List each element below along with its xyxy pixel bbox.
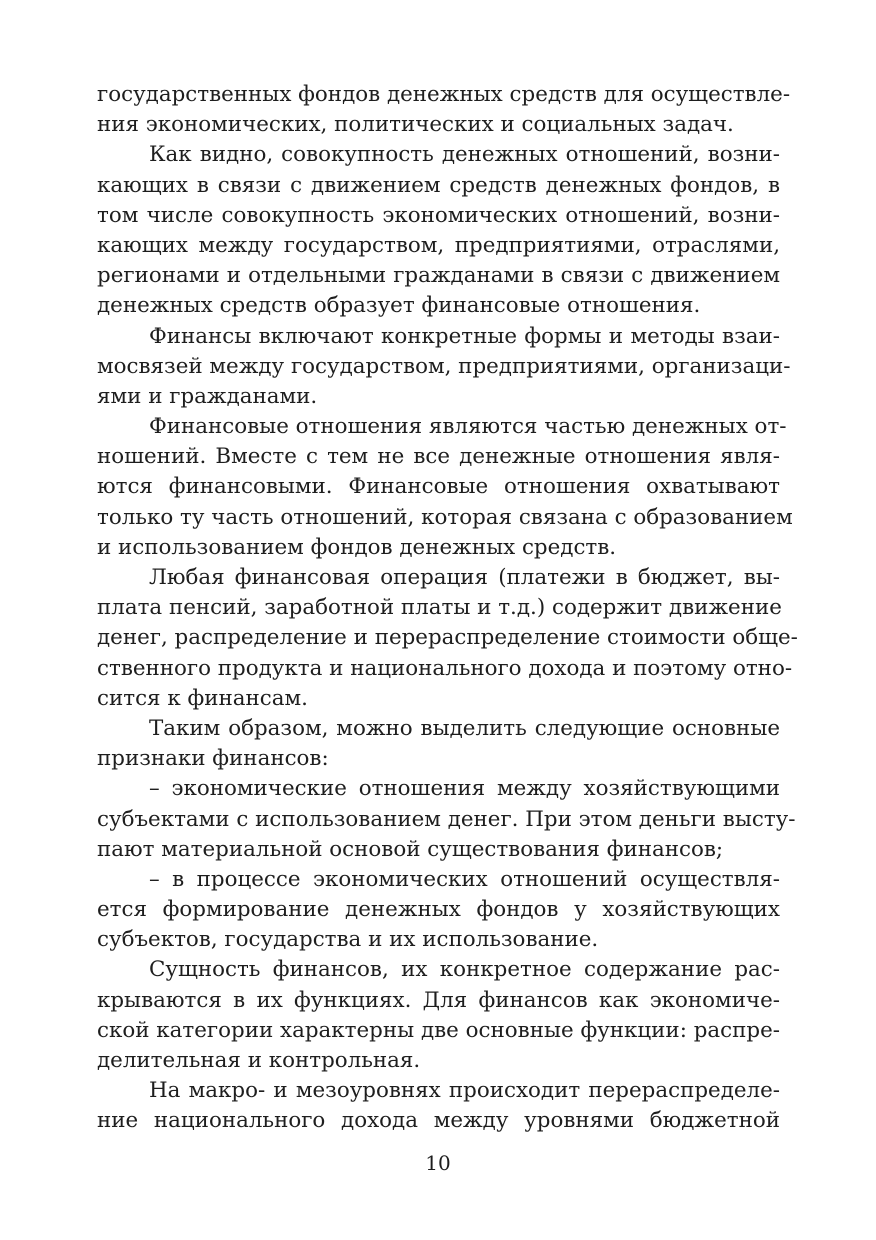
text-line: ние национального дохода между уровнями бюджетной xyxy=(97,1108,780,1134)
text-line: Таким образом, можно выделить следующие основные xyxy=(149,715,780,741)
paragraph xyxy=(97,322,791,413)
page-body xyxy=(97,80,798,1137)
text-line: признаки финансов: xyxy=(97,746,329,772)
text-line: пают материальной основой существования финансов; xyxy=(97,836,724,862)
text-line: ются финансовыми. Финансовые отношения охватывают xyxy=(97,474,780,500)
text-line: ния экономических, политических и социальных задач. xyxy=(97,112,734,138)
text-line: Финансы включают конкретные формы и методы взаи- xyxy=(149,323,780,349)
text-line: субъектами с использованием денег. При этом деньги высту- xyxy=(97,806,796,832)
paragraph xyxy=(97,563,798,714)
text-line: мосвязей между государством, предприятиями, организаци- xyxy=(97,353,791,379)
paragraph xyxy=(97,865,780,956)
text-line: том числе совокупность экономических отношений, возни- xyxy=(97,202,780,228)
paragraph xyxy=(97,80,791,140)
text-line: ношений. Вместе с тем не все денежные отношения явля- xyxy=(97,444,780,470)
paragraph xyxy=(97,774,796,865)
text-line: ется формирование денежных фондов у хозяйствующих xyxy=(97,897,780,923)
text-line: регионами и отдельными гражданами в связи с движением xyxy=(97,263,780,289)
text-line: делительная и контрольная. xyxy=(97,1048,421,1073)
text-line: ями и гражданами. xyxy=(97,383,318,409)
paragraph xyxy=(97,412,793,563)
text-line: Любая финансовая операция (платежи в бюджет, вы- xyxy=(149,565,780,590)
text-line: денег, распределение и перераспределение стоимости обще- xyxy=(97,625,798,651)
text-line: – в процессе экономических отношений осуществля- xyxy=(149,866,780,892)
text-line: На макро- и мезоуровнях происходит перераспределе- xyxy=(149,1078,780,1104)
text-line: плата пенсий, заработной платы и т.д.) содержит движение xyxy=(97,595,782,621)
text-line: – экономические отношения между хозяйствующими xyxy=(149,776,780,802)
paragraph xyxy=(97,1076,780,1136)
text-line: Сущность финансов, их конкретное содержание рас- xyxy=(149,957,780,983)
text-line: кающих в связи с движением средств денежных фондов, в xyxy=(97,172,780,198)
text-line: ственного продукта и национального дохода и поэтому отно- xyxy=(97,655,793,681)
text-line: кающих между государством, предприятиями, отраслями, xyxy=(97,232,780,258)
text-line: Как видно, совокупность денежных отношений, возни- xyxy=(149,142,780,168)
page-number: 10 xyxy=(425,1151,451,1175)
text-line: и использованием фондов денежных средств. xyxy=(97,534,617,560)
text-line: сится к финансам. xyxy=(97,685,308,711)
paragraph xyxy=(97,714,780,774)
text-line: государственных фондов денежных средств для осуществле- xyxy=(97,82,791,107)
text-line: крываются в их функциях. Для финансов как экономиче- xyxy=(97,987,780,1013)
paragraph xyxy=(97,140,780,321)
text-line: субъектов, государства и их использование. xyxy=(97,927,599,953)
text-line: денежных средств образует финансовые отношения. xyxy=(97,293,701,319)
paragraph xyxy=(97,955,780,1076)
text-line: Финансовые отношения являются частью денежных от- xyxy=(149,414,787,440)
text-line: ской категории характерны две основные функции: распре- xyxy=(97,1017,780,1043)
text-line: только ту часть отношений, которая связана с образованием xyxy=(97,504,793,530)
